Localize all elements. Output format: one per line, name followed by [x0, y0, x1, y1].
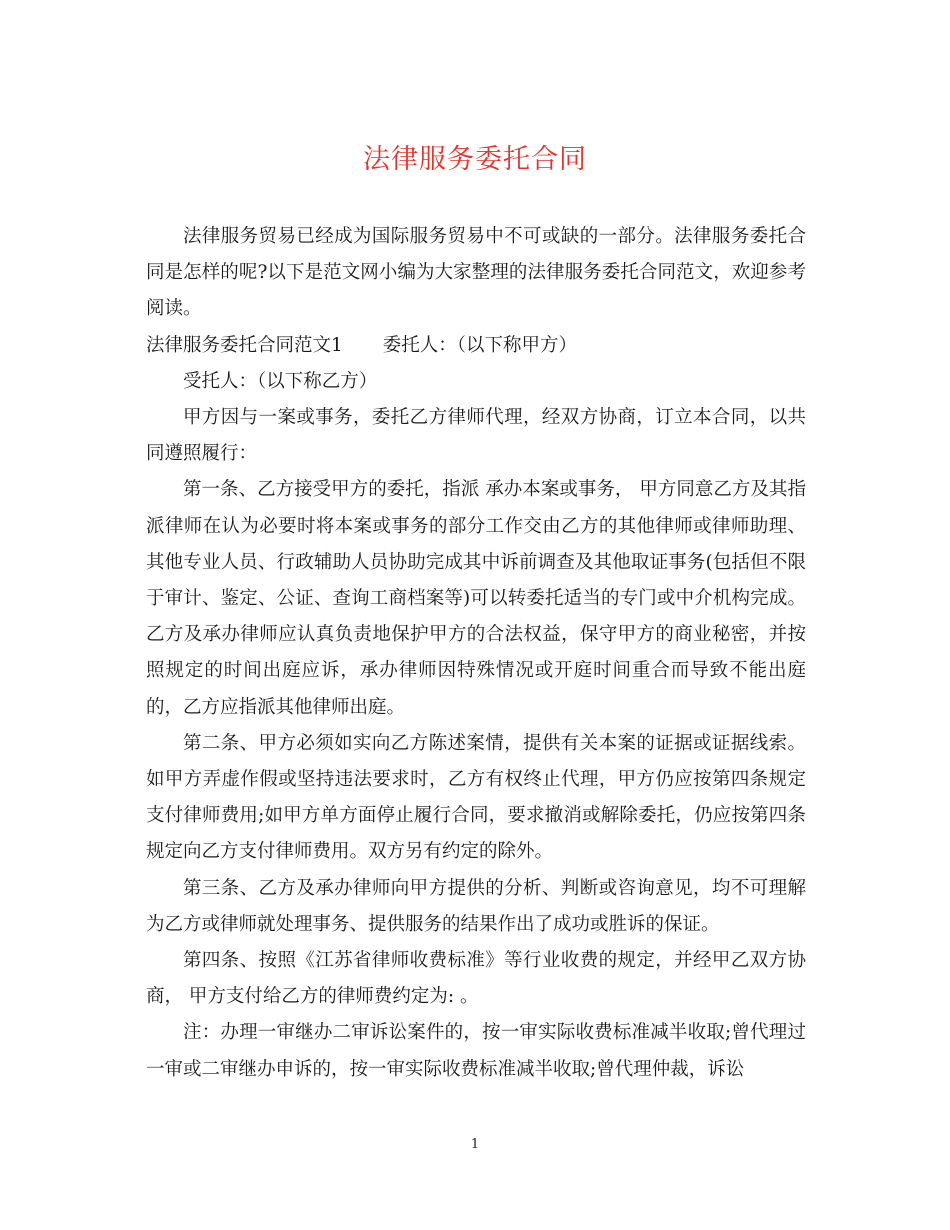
intro-paragraph: 法律服务贸易已经成为国际服务贸易中不可或缺的一部分。法律服务委托合同是怎样的呢?以下是范文网小编为大家整理的法律服务委托合同范文，欢迎参考阅读。 — [146, 226, 806, 320]
article-1-paragraph: 第一条、乙方接受甲方的委托，指派 承办本案或事务， 甲方同意乙方及其指派律师在认为必要时将本案或事务的部分工作交由乙方的其他律师或律师助理、其他专业人员、行政辅助人员协助完成其中诉前调查及其他取证事务(包括但不限于审计、鉴定、公证、查询工商档案等)可以转委托适当的专门或中介机构完成。乙方及承办律师应认真负责地保护甲方的合法权益，保守甲方的商业秘密，并按照规定的时间出庭应诉，承办律师因特殊情况或开庭时间重合而导致不能出庭的，乙方应指派其他律师出庭。 — [146, 479, 806, 718]
article-2-paragraph: 第二条、甲方必须如实向乙方陈述案情，提供有关本案的证据或证据线索。如甲方弄虚作假或坚持违法要求时，乙方有权终止代理，甲方仍应按第四条规定支付律师费用;如甲方单方面停止履行合同，要求撤消或解除委托，仍应按第四条规定向乙方支付律师费用。双方另有约定的除外。 — [146, 732, 806, 863]
sample-heading-line — [146, 328, 806, 364]
page-number: 1 — [470, 1137, 480, 1152]
agent-line: 受托人：（以下称乙方） — [183, 370, 378, 392]
sample-heading: 法律服务委托合同范文1 — [146, 334, 343, 356]
article-3-paragraph: 第三条、乙方及承办律师向甲方提供的分析、判断或咨询意见，均不可理解为乙方或律师就处理事务、提供服务的结果作出了成功或胜诉的保证。 — [146, 877, 806, 935]
preamble-paragraph: 甲方因与一案或事务，委托乙方律师代理，经双方协商，订立本合同，以共同遵照履行： — [146, 407, 806, 465]
document-body — [146, 219, 806, 1088]
document-title: 法律服务委托合同 — [363, 144, 587, 175]
principal-line: 委托人：（以下称甲方） — [382, 334, 578, 356]
note-paragraph: 注：办理一审继办二审诉讼案件的，按一审实际收费标准减半收取;曾代理过一审或二审继办申诉的，按一审实际收费标准减半收取;曾代理仲裁，诉讼 — [146, 1022, 806, 1080]
article-4-paragraph: 第四条、按照《江苏省律师收费标准》等行业收费的规定，并经甲乙双方协商， 甲方支付给乙方的律师费约定为: 。 — [146, 950, 806, 1008]
